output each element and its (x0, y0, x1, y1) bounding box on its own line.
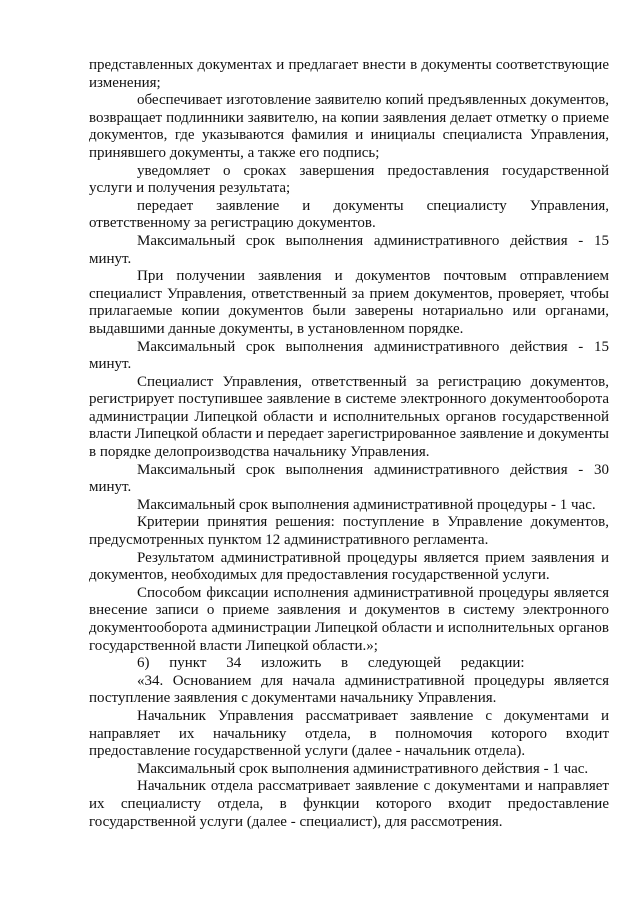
paragraph-3: уведомляет о сроках завершения предоставления государственной услуги и получения результата; (89, 162, 609, 197)
paragraph-6: При получении заявления и документов почтовым отправлением специалист Управления, ответственный за прием документов, проверяет, чтобы прилагаемые копии документов были заверены нотариально или органами, выдавшими данные документы, в установленном порядке. (89, 268, 609, 337)
paragraph-15: «34. Основанием для начала административной процедуры является поступление заявления с документами начальнику Управления. (89, 672, 609, 707)
paragraph-1: представленных документах и предлагает внести в документы соответствующие изменения; (89, 57, 609, 91)
paragraph-10: Максимальный срок выполнения административной процедуры - 1 час. (137, 496, 596, 513)
paragraph-11: Критерии принятия решения: поступление в Управление документов, предусмотренных пунктом 12 административного регламента. (89, 514, 609, 549)
paragraph-9: Максимальный срок выполнения административного действия - 30 минут. (89, 461, 609, 496)
paragraph-5: Максимальный срок выполнения административного действия - 15 минут. (89, 232, 609, 267)
paragraph-7: Максимальный срок выполнения административного действия - 15 минут. (89, 338, 609, 373)
paragraph-4: передает заявление и документы специалисту Управления, ответственному за регистрацию документов. (89, 197, 609, 232)
paragraph-17: Максимальный срок выполнения административного действия - 1 час. (137, 760, 589, 777)
paragraph-18: Начальник отдела рассматривает заявление с документами и направляет их специалисту отдела, в функции которого входит предоставление государственной услуги (далее - специалист), для рассмотрения. (89, 778, 609, 830)
paragraph-13: Способом фиксации исполнения административной процедуры является внесение записи о приеме заявления и документов в систему электронного документооборота администрации Липецкой области и исполнительных органов государственной власти Липецкой области.»; (89, 584, 609, 654)
paragraph-14-item-6: 6) пункт 34 изложить в следующей редакции: (137, 655, 525, 672)
paragraph-16: Начальник Управления рассматривает заявление с документами и направляет их начальнику отдела, в полномочия которого входит предоставление государственной услуги (далее - начальник отдела). (89, 707, 609, 760)
paragraph-8: Специалист Управления, ответственный за регистрацию документов, регистрирует поступившее заявление в системе электронного документооборота администрации Липецкой области и исполнительных органов государственной власти Липецкой области и передает зарегистрированное заявление и документы в порядке делопроизводства начальнику Управления. (89, 373, 609, 461)
paragraph-12: Результатом административной процедуры является прием заявления и документов, необходимых для предоставления государственной услуги. (89, 549, 609, 584)
paragraph-2: обеспечивает изготовление заявителю копий предъявленных документов, возвращает подлинники заявителю, на копии заявления делает отметку о приеме документов, где указываются фамилия и инициалы специалиста Управления, принявшего документы, а также его подпись; (89, 92, 609, 161)
